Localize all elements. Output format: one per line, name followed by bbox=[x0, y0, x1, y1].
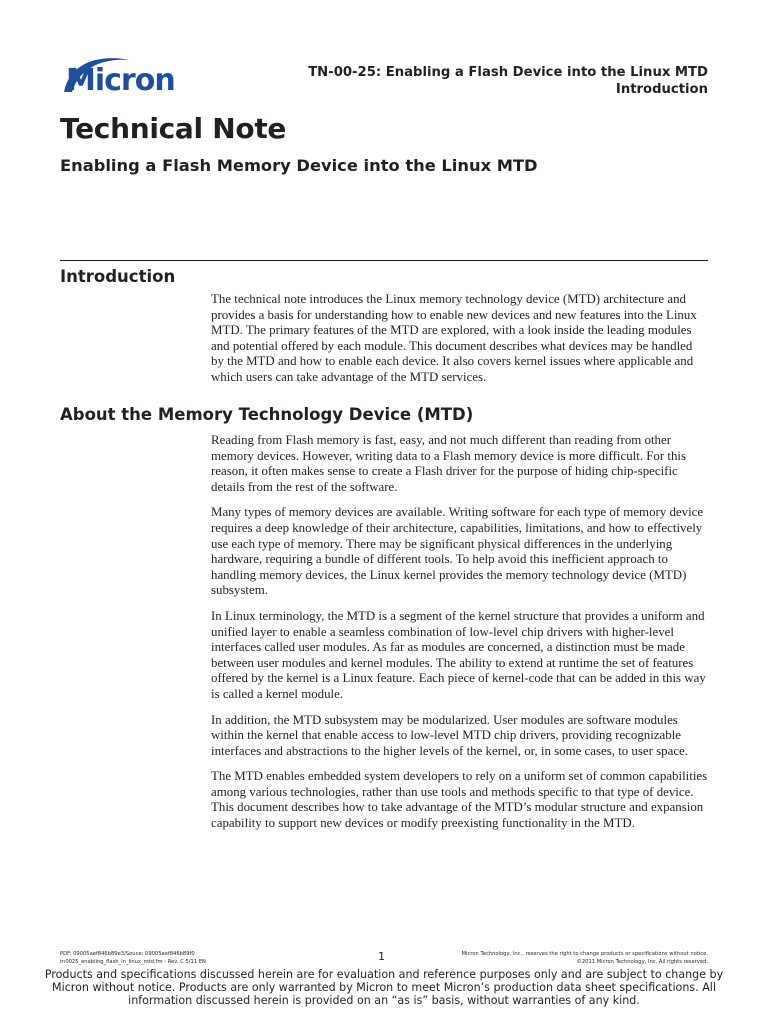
document-title: Technical Note bbox=[60, 112, 287, 145]
introduction-body bbox=[211, 292, 708, 396]
paragraph: Reading from Flash memory is fast, easy, and not much different than reading from other memory devices. However, writing data to a Flash memory device is more difficult. For this reason, it often makes sense to create a Flash driver for the purpose of hiding chip-specific details from the rest of the software. bbox=[211, 433, 687, 494]
footer-pdf-id: PDF: 09005aef846b89e3/Souce: 09005aef846b89f0 bbox=[60, 951, 195, 957]
running-header bbox=[308, 64, 708, 98]
paragraph: In Linux terminology, the MTD is a segment of the kernel structure that provides a uniform and unified layer to enable a seamless combination of low-level chip drivers with higher-level interfaces called user modules. As far as modules are concerned, a distinction must be made between user modules and kernel modules. The ability to extend at runtime the set of features offered by the kernel is a Linux feature. Each piece of kernel-code that can be added in this way is called a kernel module. bbox=[211, 608, 706, 701]
document-subtitle: Enabling a Flash Memory Device into the Linux MTD bbox=[60, 156, 538, 175]
about-heading: About the Memory Technology Device (MTD) bbox=[60, 405, 474, 424]
footer-notice: Micron Technology, Inc., reserves the right to change products or specifications without notice. bbox=[461, 951, 708, 957]
paragraph: The MTD enables embedded system developers to rely on a uniform set of common capabilities among various technologies, rather than use tools and methods specific to that type of device. This document describes how to take advantage of the MTD’s modular structure and expansion capability to support new devices or modify preexisting functionality in the MTD. bbox=[211, 769, 708, 831]
page-number: 1 bbox=[378, 950, 385, 963]
disclaimer: Products and specifications discussed herein are for evaluation and reference purposes only and are subject to change by Micron without notice. Products are only warranted by Micron to meet Micron’s production data sheet specifications. All information discussed herein is provided on an “as is” basis, without warranties of any kind. bbox=[44, 968, 724, 1007]
micron-logo bbox=[60, 52, 212, 102]
about-body bbox=[211, 433, 708, 842]
paragraph: The technical note introduces the Linux memory technology device (MTD) architecture and provides a basis for understanding how to enable new devices and new features into the Linux MTD. The primary features of the MTD are explored, with a look inside the leading modules and potential offered by each module. This document describes what devices may be handled by the MTD and how to enable each device. It also covers kernel issues where applicable and which users can take advantage of the MTD services. bbox=[211, 292, 697, 384]
micron-logo-icon bbox=[60, 52, 212, 102]
footer-legal bbox=[462, 950, 708, 966]
logo-wordmark: Micron bbox=[66, 63, 175, 98]
header-section: Introduction bbox=[615, 82, 708, 97]
paragraph: Many types of memory devices are available. Writing software for each type of memory device requires a deep knowledge of their architecture, capabilities, limitations, and how to effectively use each type of memory. There may be significant physical differences in the underlying hardware, requiring a bundle of different tools. To help avoid this inefficient approach to handling memory devices, the Linux kernel provides the memory technology device (MTD) subsystem. bbox=[211, 505, 704, 598]
footer-file-name: tn0025_enabling_flash_in_linux_mtd.fm - Rev. C 5/11 EN bbox=[60, 959, 206, 965]
introduction-heading: Introduction bbox=[60, 267, 176, 286]
paragraph: In addition, the MTD subsystem may be modularized. User modules are software modules within the kernel that enable access to low-level MTD chip drivers, providing recognizable interfaces and abstractions to the higher levels of the kernel, or, in some cases, to user space. bbox=[211, 712, 688, 758]
section-divider bbox=[60, 260, 708, 261]
doc-reference: TN-00-25: Enabling a Flash Device into the Linux MTD bbox=[308, 65, 708, 80]
footer-doc-info bbox=[60, 950, 206, 966]
footer-copyright: ©2011 Micron Technology, Inc. All rights reserved. bbox=[576, 959, 708, 965]
